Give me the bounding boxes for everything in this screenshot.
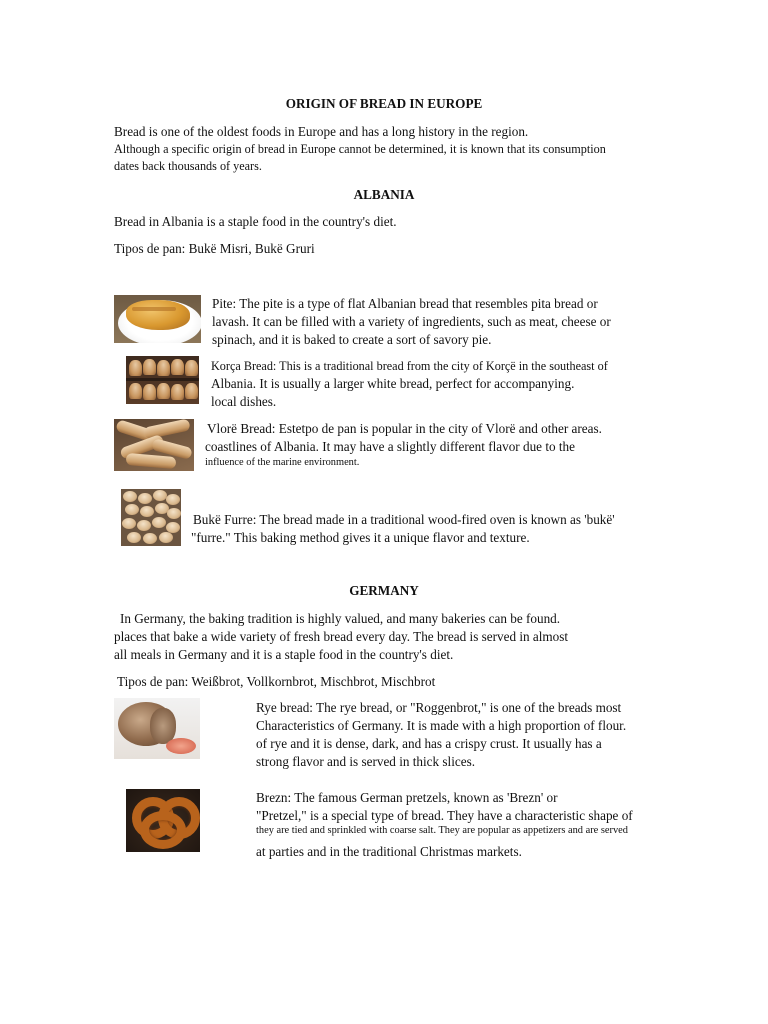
korca-bread-photo	[126, 356, 199, 404]
section-paragraph: In Germany, the baking tradition is highly valued, and many bakeries can be found.	[120, 611, 561, 626]
page-title: ORIGIN OF BREAD IN EUROPE	[285, 96, 483, 111]
item-line: Characteristics of Germany. It is made with a high proportion of flour.	[256, 718, 627, 733]
section-heading-germany: GERMANY	[349, 583, 419, 598]
item-line: local dishes.	[211, 394, 277, 409]
item-line: Albania. It is usually a larger white bread, perfect for accompanying.	[211, 376, 575, 391]
item-line: "furre." This baking method gives it a unique flavor and texture.	[191, 530, 530, 545]
item-line: influence of the marine environment.	[205, 457, 360, 468]
bread-types: Tipos de pan: Weißbrot, Vollkornbrot, Mischbrot, Mischbrot	[117, 674, 436, 689]
item-line: spinach, and it is baked to create a sort of savory pie.	[212, 332, 492, 347]
item-line: Korça Bread: This is a traditional bread from the city of Korçë in the southeast of	[211, 359, 608, 373]
item-line: Pite: The pite is a type of flat Albanian bread that resembles pita bread or	[212, 296, 598, 311]
item-line: at parties and in the traditional Christmas markets.	[256, 844, 522, 859]
item-line: "Pretzel," is a special type of bread. They have a characteristic shape of	[256, 808, 633, 823]
pite-pie-photo	[114, 295, 201, 343]
item-line: coastlines of Albania. It may have a slightly different flavor due to the	[205, 439, 575, 454]
vlore-bread-photo	[114, 419, 194, 471]
item-line: Vlorë Bread: Estetpo de pan is popular in the city of Vlorë and other areas.	[207, 421, 602, 436]
rye-bread-photo	[114, 698, 200, 759]
item-line: lavash. It can be filled with a variety of ingredients, such as meat, cheese or	[212, 314, 611, 329]
buke-furre-photo	[121, 489, 181, 546]
intro-line: Although a specific origin of bread in Europe cannot be determined, it is known that its consumption	[114, 142, 606, 156]
intro-line: Bread is one of the oldest foods in Europe and has a long history in the region.	[114, 124, 529, 139]
intro-line: dates back thousands of years.	[114, 159, 262, 173]
item-line: of rye and it is dense, dark, and has a crispy crust. It usually has a	[256, 736, 602, 751]
section-paragraph: Bread in Albania is a staple food in the country's diet.	[114, 214, 397, 229]
bread-types: Tipos de pan: Bukë Misri, Bukë Gruri	[114, 241, 315, 256]
item-line: strong flavor and is served in thick slices.	[256, 754, 476, 769]
section-paragraph: places that bake a wide variety of fresh bread every day. The bread is served in almost	[114, 629, 569, 644]
section-paragraph: all meals in Germany and it is a staple food in the country's diet.	[114, 647, 454, 662]
item-line: Bukë Furre: The bread made in a traditional wood-fired oven is known as 'bukë'	[193, 512, 615, 527]
item-line: Brezn: The famous German pretzels, known as 'Brezn' or	[256, 790, 558, 805]
pretzel-photo	[126, 789, 200, 852]
item-line: they are tied and sprinkled with coarse salt. They are popular as appetizers and are served	[256, 825, 628, 836]
section-heading-albania: ALBANIA	[353, 187, 415, 202]
item-line: Rye bread: The rye bread, or "Roggenbrot," is one of the breads most	[256, 700, 622, 715]
